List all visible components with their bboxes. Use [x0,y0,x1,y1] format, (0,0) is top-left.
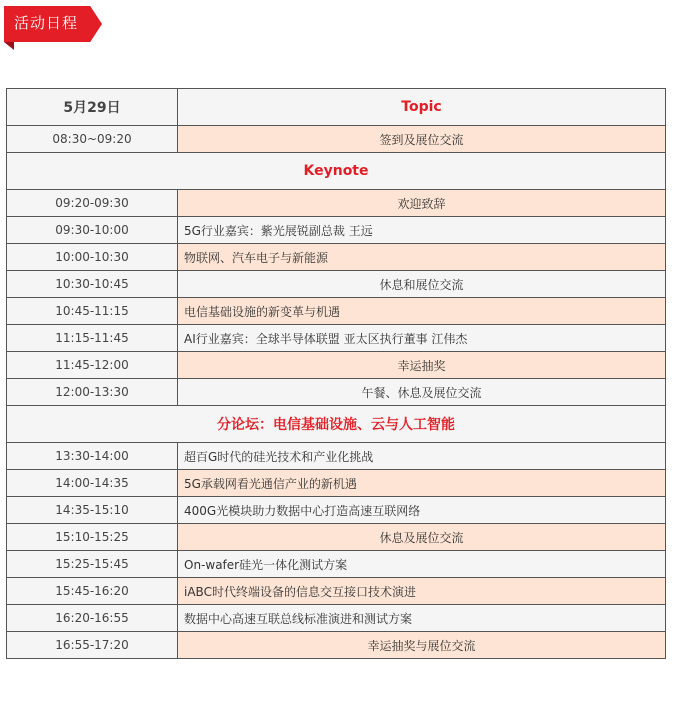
table-row [7,325,666,352]
row-time: 09:20-09:30 [7,190,178,217]
table-row [7,551,666,578]
table-row [7,605,666,632]
row-topic: 休息和展位交流 [178,271,666,298]
row-time: 08:30~09:20 [7,126,178,153]
schedule-table [6,88,666,659]
row-topic: 签到及展位交流 [178,126,666,153]
table-row [7,470,666,497]
table-row [7,497,666,524]
row-topic: 电信基础设施的新变革与机遇 [178,298,666,325]
row-time: 11:45-12:00 [7,352,178,379]
row-time: 14:00-14:35 [7,470,178,497]
row-topic: 400G光模块助力数据中心打造高速互联网络 [178,497,666,524]
table-header-row [7,89,666,126]
row-time: 14:35-15:10 [7,497,178,524]
table-row [7,298,666,325]
row-time: 16:55-17:20 [7,632,178,659]
table-row [7,578,666,605]
row-topic: 5G行业嘉宾：紫光展锐副总裁 王远 [178,217,666,244]
row-topic: 数据中心高速互联总线标准演进和测试方案 [178,605,666,632]
row-time: 16:20-16:55 [7,605,178,632]
row-topic: iABC时代终端设备的信息交互接口技术演进 [178,578,666,605]
table-row [7,632,666,659]
table-row [7,379,666,406]
row-topic: 幸运抽奖与展位交流 [178,632,666,659]
row-time: 15:45-16:20 [7,578,178,605]
table-row [7,524,666,551]
row-time: 10:30-10:45 [7,271,178,298]
row-topic: 超百G时代的硅光技术和产业化挑战 [178,443,666,470]
row-time: 15:25-15:45 [7,551,178,578]
row-topic: 5G承载网看光通信产业的新机遇 [178,470,666,497]
row-time: 12:00-13:30 [7,379,178,406]
table-row [7,443,666,470]
section-row-keynote [7,153,666,190]
section-title: 分论坛：电信基础设施、云与人工智能 [7,406,666,443]
table-row [7,271,666,298]
table-row [7,217,666,244]
table-row [7,352,666,379]
row-topic: AI行业嘉宾：全球半导体联盟 亚太区执行董事 江伟杰 [178,325,666,352]
row-topic: On-wafer硅光一体化测试方案 [178,551,666,578]
row-topic: 物联网、汽车电子与新能源 [178,244,666,271]
table-row [7,190,666,217]
section-title: Keynote [7,153,666,190]
row-time: 13:30-14:00 [7,443,178,470]
row-time: 15:10-15:25 [7,524,178,551]
row-topic: 午餐、休息及展位交流 [178,379,666,406]
row-topic: 休息及展位交流 [178,524,666,551]
topic-header: Topic [178,89,666,126]
row-time: 10:45-11:15 [7,298,178,325]
table-row [7,244,666,271]
date-header: 5月29日 [7,89,178,126]
section-row-forum [7,406,666,443]
row-time: 09:30-10:00 [7,217,178,244]
row-time: 10:00-10:30 [7,244,178,271]
table-row [7,126,666,153]
badge-fold [4,42,14,50]
page-title: 活动日程 [14,14,79,32]
row-time: 11:15-11:45 [7,325,178,352]
row-topic: 欢迎致辞 [178,190,666,217]
row-topic: 幸运抽奖 [178,352,666,379]
